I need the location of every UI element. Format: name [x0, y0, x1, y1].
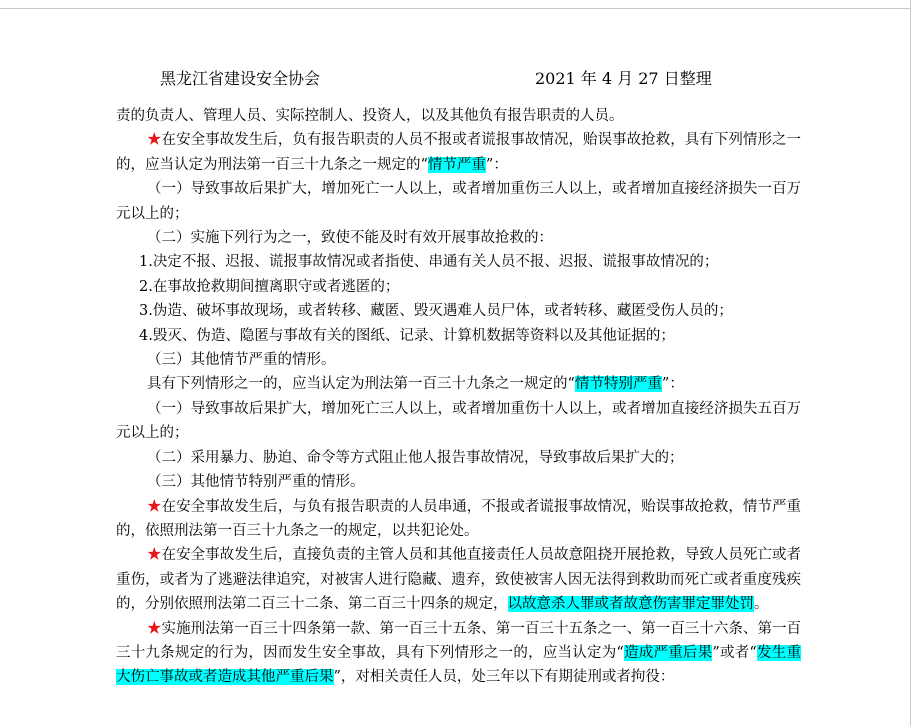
paragraph	[116, 275, 801, 299]
paragraph-text: （三）其他情节严重的情形。	[147, 352, 336, 369]
highlighted-text: 情节严重	[427, 156, 486, 173]
highlighted-text: 造成严重后果	[623, 644, 713, 661]
paragraph-text: 在安全事故发生后，直接负责的主管人员和其他直接责任人员故意阻挠开展抢救，导致人员死亡或者重伤，或者为了逃避法律追究，对被害人进行隐藏、遗弃，致使被害人因无法得到救助而死亡或者重度残疾的，分别依照刑法第二百三十二条、第二百三十四条的规定，	[116, 547, 802, 613]
paragraph-text: （一）导致事故后果扩大，增加死亡三人以上，或者增加重伤十人以上，或者增加直接经济损失五百万元以上的；	[116, 400, 801, 442]
star-marker-icon: ★	[147, 498, 162, 515]
paragraph	[116, 470, 801, 494]
paragraph-text: 2.在事故抢救期间擅离职守或者逃匿的；	[139, 278, 400, 295]
paragraph	[116, 104, 801, 128]
paragraph	[116, 226, 801, 250]
paragraph	[116, 250, 801, 274]
paragraph-text: ”：	[661, 376, 684, 393]
paragraph-text: （二）采用暴力、胁迫、命令等方式阻止他人报告事故情况，导致事故后果扩大的；	[147, 449, 684, 466]
document-body	[116, 104, 801, 690]
paragraph	[116, 495, 801, 544]
paragraph	[116, 543, 801, 616]
highlighted-text: 以故意杀人罪或者故意伤害罪定罪处罚	[507, 596, 754, 613]
highlighted-text: 情节特别严重	[574, 376, 662, 393]
paragraph	[116, 372, 801, 396]
paragraph-text: （一）导致事故后果扩大，增加死亡一人以上，或者增加重伤三人以上，或者增加直接经济损失一百万元以上的；	[116, 181, 801, 222]
paragraph	[116, 299, 801, 323]
page-header	[0, 66, 911, 90]
paragraph	[116, 324, 801, 348]
paragraph-text: 实施刑法第一百三十四条第一款、第一百三十五条、第一百三十五条之一、第一百三十六条、第一百三十九条规定的行为，因而发生安全事故，具有下列情形之一的，应当认定为“	[116, 620, 802, 661]
star-marker-icon: ★	[147, 620, 162, 637]
paragraph-text: ”：	[485, 156, 508, 173]
star-marker-icon: ★	[147, 547, 162, 564]
star-marker-icon: ★	[147, 132, 162, 149]
paragraph	[116, 446, 801, 470]
paragraph-text: ”或者“	[712, 644, 757, 661]
paragraph-text: 。	[754, 596, 769, 613]
highlighted-text: 发生重大伤亡事故或者造成其他严重后果	[116, 644, 801, 686]
paragraph-text: 责的负责人、管理人员、实际控制人、投资人，以及其他负有报告职责的人员。	[116, 108, 624, 124]
paragraph	[116, 177, 801, 226]
paragraph	[116, 128, 801, 177]
paragraph	[116, 617, 801, 690]
header-date: 2021 年 4 月 27 日整理	[535, 69, 712, 88]
paragraph-text: 在安全事故发生后，与负有报告职责的人员串通，不报或者谎报事故情况，贻误事故抢救，情节严重的，依照刑法第一百三十九条之一的规定，以共犯论处。	[116, 498, 802, 539]
paragraph-text: 在安全事故发生后，负有报告职责的人员不报或者谎报事故情况，贻误事故抢救，具有下列情形之一的，应当认定为刑法第一百三十九条之一规定的“	[116, 132, 802, 173]
paragraph-text: 具有下列情形之一的，应当认定为刑法第一百三十九条之一规定的“	[147, 376, 575, 393]
paragraph-text: 3.伪造、破坏事故现场，或者转移、藏匿、毁灭遇难人员尸体，或者转移、藏匿受伤人员的；	[139, 303, 733, 320]
paragraph-text: （二）实施下列行为之一，致使不能及时有效开展事故抢救的：	[147, 230, 553, 247]
paragraph-text: 4.毁灭、伪造、隐匿与事故有关的图纸、记录、计算机数据等资料以及其他证据的；	[139, 327, 675, 344]
header-organization: 黑龙江省建设安全协会	[160, 69, 321, 88]
page-top-border	[0, 8, 911, 9]
paragraph-text: 1.决定不报、迟报、谎报事故情况或者指使、串通有关人员不报、迟报、谎报事故情况的；	[139, 254, 719, 271]
paragraph-text: ”，对相关责任人员，处三年以下有期徒刑或者拘役：	[333, 669, 675, 686]
paragraph-text: （三）其他情节特别严重的情形。	[147, 474, 365, 491]
paragraph	[116, 397, 801, 446]
paragraph	[116, 348, 801, 372]
